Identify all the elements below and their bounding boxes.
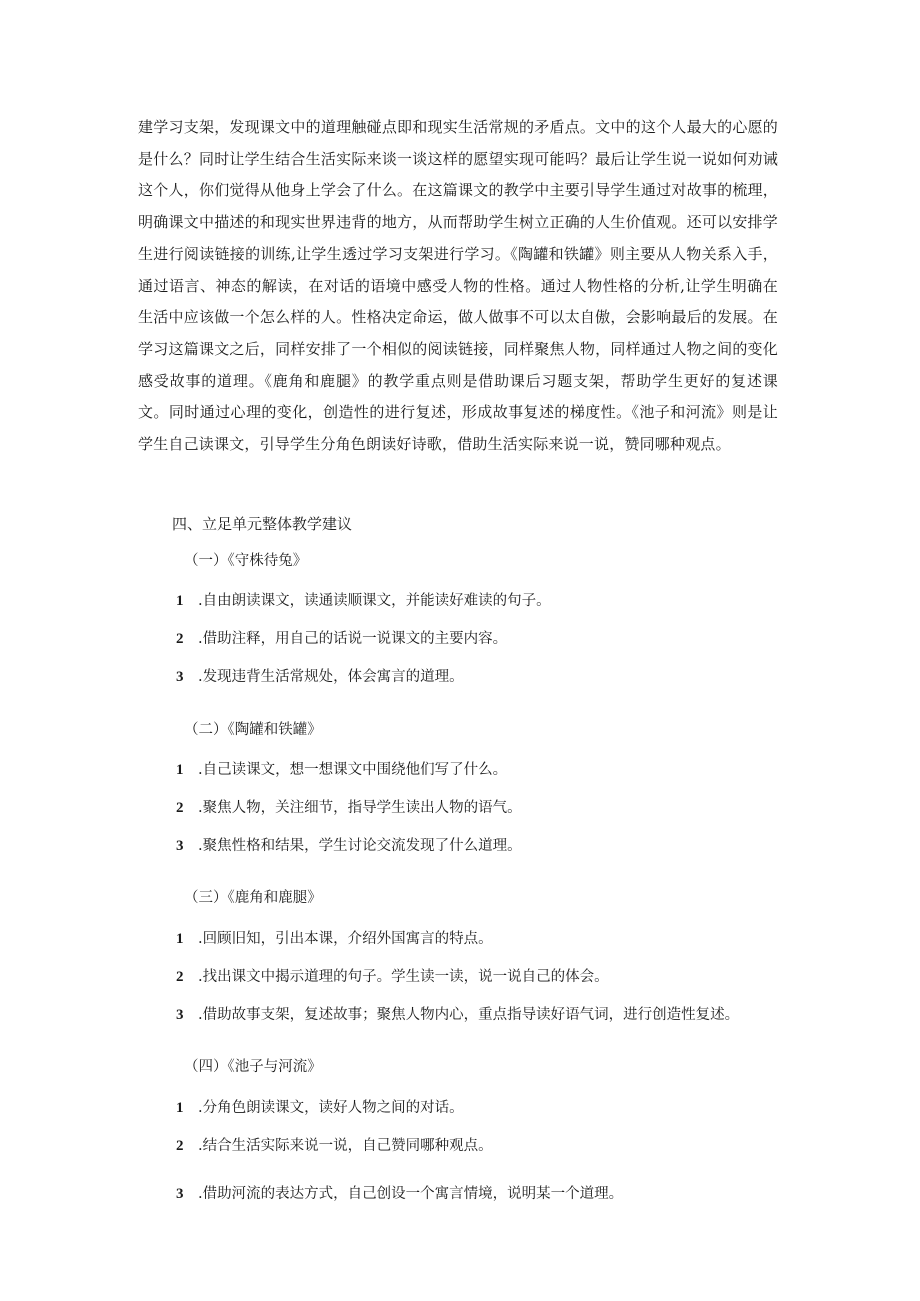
item-number: 3 <box>176 669 184 685</box>
list-item <box>176 590 551 612</box>
item-text: .借助河流的表达方式，自己创设一个寓言情境，说明某一个道理。 <box>198 1186 624 1202</box>
item-text: .聚焦性格和结果，学生讨论交流发现了什么道理。 <box>198 838 522 854</box>
list-item <box>176 835 522 857</box>
list-item <box>176 928 493 950</box>
list-item <box>176 628 507 650</box>
item-text: .回顾旧知，引出本课，介绍外国寓言的特点。 <box>198 931 493 947</box>
subsection-title-2: （二）《陶罐和铁罐》 <box>184 722 322 738</box>
item-number: 2 <box>176 1138 184 1154</box>
item-number: 3 <box>176 838 184 854</box>
item-text: .借助注释，用自己的话说一说课文的主要内容。 <box>198 631 508 647</box>
list-item <box>176 1097 464 1119</box>
subsection-title-4: （四）《池子与河流》 <box>184 1059 322 1075</box>
item-text: .自己读课文，想一想课文中围绕他们写了什么。 <box>198 762 508 778</box>
item-text: .找出课文中揭示道理的句子。学生读一读，说一说自己的体会。 <box>198 969 609 985</box>
item-text: .借助故事支架，复述故事；聚焦人物内心，重点指导读好语气词，进行创造性复述。 <box>198 1007 740 1023</box>
subsection-title-1: （一）《守株待兔》 <box>184 553 308 569</box>
item-number: 1 <box>176 593 184 609</box>
list-item <box>176 1135 493 1157</box>
list-item <box>176 1004 739 1026</box>
list-item <box>176 797 522 819</box>
list-item <box>176 666 464 688</box>
intro-paragraph: 建学习支架，发现课文中的道理触碰点即和现实生活常规的矛盾点。文中的这个人最大的心愿的是什么？同时让学生结合生活实际来谈一谈这样的愿望实现可能吗？最后让学生说一说如何劝诫这个人，你们觉得从他身上学会了什么。在这篇课文的教学中主要引导学生通过对故事的梳理，明确课文中描述的和现实世界违背的地方，从而帮助学生树立正确的人生价值观。还可以安排学生进行阅读链接的训练,让学生透过学习支架进行学习。《陶罐和铁罐》则主要从人物关系入手，通过语言、神态的解读，在对话的语境中感受人物的性格。通过人物性格的分析,让学生明确在生活中应该做一个怎么样的人。性格决定命运，做人做事不可以太自傲，会影响最后的发展。在学习这篇课文之后，同样安排了一个相似的阅读链接，同样聚焦人物，同样通过人物之间的变化感受故事的道理。《鹿角和鹿腿》的教学重点则是借助课后习题支架，帮助学生更好的复述课文。同时通过心理的变化，创造性的进行复述，形成故事复述的梯度性。《池子和河流》则是让学生自己读课文，引导学生分角色朗读好诗歌，借助生活实际来说一说，赞同哪种观点。 <box>138 118 778 454</box>
item-number: 2 <box>176 969 184 985</box>
item-number: 2 <box>176 631 184 647</box>
list-item <box>176 1183 623 1205</box>
subsection-title-3: （三）《鹿角和鹿腿》 <box>184 890 322 906</box>
list-item <box>176 759 507 781</box>
item-text: .结合生活实际来说一说，自己赞同哪种观点。 <box>198 1138 493 1154</box>
item-number: 2 <box>176 800 184 816</box>
item-number: 1 <box>176 762 184 778</box>
item-text: .自由朗读课文，读通读顺课文，并能读好难读的句子。 <box>198 593 551 609</box>
item-text: .分角色朗读课文，读好人物之间的对话。 <box>198 1100 464 1116</box>
section-heading: 四、立足单元整体教学建议 <box>172 515 353 533</box>
item-number: 1 <box>176 1100 184 1116</box>
item-number: 3 <box>176 1007 184 1023</box>
item-number: 1 <box>176 931 184 947</box>
item-number: 3 <box>176 1186 184 1202</box>
list-item <box>176 966 609 988</box>
item-text: .聚焦人物，关注细节，指导学生读出人物的语气。 <box>198 800 522 816</box>
item-text: .发现违背生活常规处，体会寓言的道理。 <box>198 669 464 685</box>
